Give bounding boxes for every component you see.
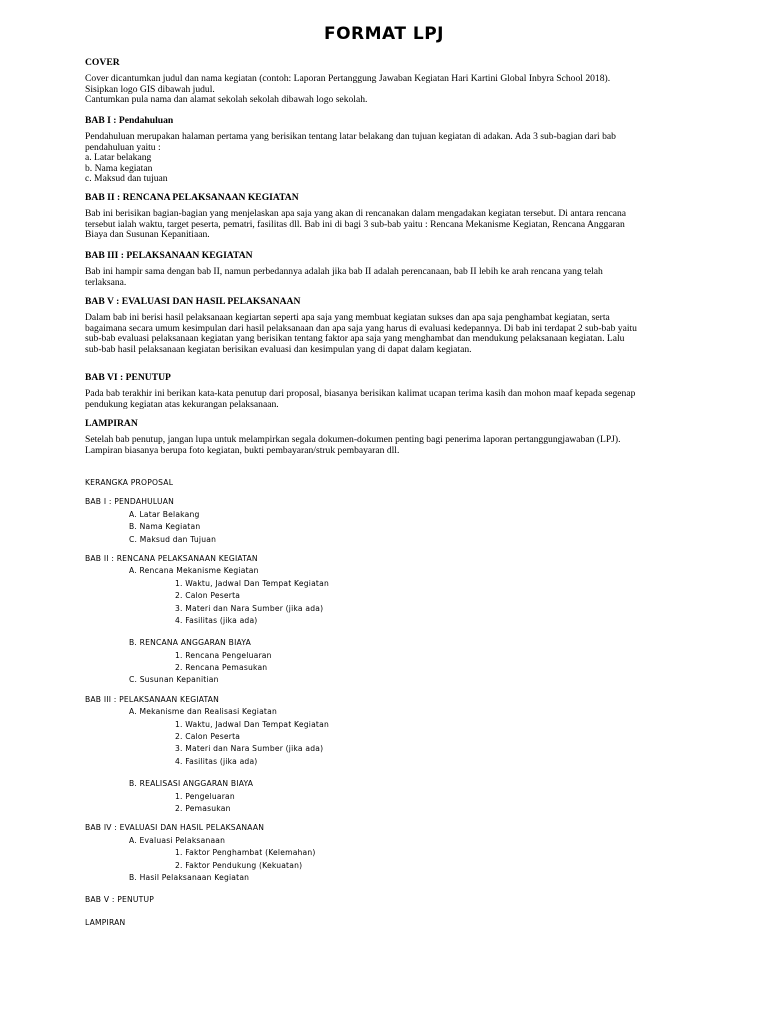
outline-item: C. Maksud dan Tujuan <box>129 534 217 544</box>
outline-item: 1. Waktu, Jadwal Dan Tempat Kegiatan <box>175 719 329 729</box>
kerangka-outline <box>85 477 685 929</box>
outline-item: 1. Waktu, Jadwal Dan Tempat Kegiatan <box>175 578 329 588</box>
outline-item: 2. Calon Peserta <box>175 591 241 601</box>
outline-item: 1. Pengeluaran <box>175 791 235 801</box>
outline-item: 4. Fasilitas (jika ada) <box>175 756 258 766</box>
kerangka-heading: KERANGKA PROPOSAL <box>85 478 174 487</box>
outline-item: 2. Faktor Pendukung (Kekuatan) <box>175 860 303 870</box>
section-heading: BAB II : RENCANA PELAKSANAAN KEGIATAN <box>85 192 299 203</box>
section-body: Cover dicantumkan judul dan nama kegiatan (contoh: Laporan Pertanggung Jawaban Kegiatan Hari Kartini Global Inbyra School 2018). Sisipkan logo GIS dibawah judul. Cantumkan pula nama dan alamat sekolah sekolah dibawah logo sekolah. <box>85 73 611 106</box>
section-bab5 <box>85 297 675 355</box>
outline-bab-heading: BAB II : RENCANA PELAKSANAAN KEGIATAN <box>85 553 258 563</box>
outline-bab-heading: LAMPIRAN <box>85 917 126 927</box>
page-title: FORMAT LPJ <box>323 24 445 44</box>
section-heading: BAB I : Pendahuluan <box>85 115 174 126</box>
section-heading: BAB VI : PENUTUP <box>85 372 171 383</box>
section-bab6 <box>85 373 675 410</box>
section-body: Bab ini hampir sama dengan bab II, namun perbedannya adalah jika bab II adalah perencanaan, bab II lebih ke arah rencana yang telah terlaksana. <box>85 266 603 288</box>
outline-bab-heading: BAB IV : EVALUASI DAN HASIL PELAKSANAAN <box>85 823 265 833</box>
outline-item: 3. Materi dan Nara Sumber (jika ada) <box>175 603 324 613</box>
section-body: Bab ini berisikan bagian-bagian yang menjelaskan apa saja yang akan di rencanakan dalam mengadakan kegiatan tersebut. Di antara rencana tersebut ialah waktu, target peserta, pematri, fasilitas dll. Bab ini di bagi 3 sub-bab yaitu : Rencana Mekanisme Kegiatan, Rencana Anggaran Biaya dan Susunan Kepanitiaan. <box>85 208 627 241</box>
section-heading: LAMPIRAN <box>85 418 138 429</box>
outline-item: 4. Fasilitas (jika ada) <box>175 615 258 625</box>
section-body: Dalam bab ini berisi hasil pelaksanaan kegiartan seperti apa saja yang membuat kegiatan sukses dan apa saja penghambat kegiatan, serta bagaimana secara umum kesimpulan dari hasil pelaksanaan dan apa saja yang harus di evaluasi kedepannya. Di bab ini terdapat 2 sub-bab yaitu sub-bab evaluasi pelaksanaan kegiatan yang berisikan tentang faktor apa saja yang menghambat dan mendukung pelaksanaan kegiatan. Lalu sub-bab hasil pelaksanaan kegiatan berisikan evaluasi dan kesimpulan yang di dapat dalam kegiatan. <box>85 312 637 355</box>
outline-item: A. Latar Belakang <box>129 509 200 519</box>
outline-item: 1. Rencana Pengeluaran <box>175 650 272 660</box>
section-bab3 <box>85 251 675 288</box>
section-bab1 <box>85 116 675 184</box>
section-heading: COVER <box>85 57 120 68</box>
outline-subheading: A. Mekanisme dan Realisasi Kegiatan <box>129 707 277 717</box>
outline-subheading: B. RENCANA ANGGARAN BIAYA <box>129 638 251 648</box>
section-heading: BAB V : EVALUASI DAN HASIL PELAKSANAAN <box>85 296 301 307</box>
section-bab2 <box>85 193 675 241</box>
section-body: Pada bab terakhir ini berikan kata-kata penutup dari proposal, biasanya berisikan kalimat ucapan terima kasih dan mohon maaf kepada segenap pendukung kegiatan atas kekurangan pelaksanaan. <box>85 388 636 410</box>
outline-item: 3. Materi dan Nara Sumber (jika ada) <box>175 744 324 754</box>
outline-item: B. Nama Kegiatan <box>129 522 201 532</box>
outline-item: 2. Rencana Pemasukan <box>175 663 268 673</box>
outline-subheading: A. Rencana Mekanisme Kegiatan <box>129 566 259 576</box>
outline-subheading: B. REALISASI ANGGARAN BIAYA <box>129 779 254 789</box>
section-cover <box>85 58 675 106</box>
outline-item: 2. Pemasukan <box>175 803 231 813</box>
outline-subheading: A. Evaluasi Pelaksanaan <box>129 835 226 845</box>
outline-bab-heading: BAB III : PELAKSANAAN KEGIATAN <box>85 694 220 704</box>
section-lampiran <box>85 419 675 456</box>
outline-bab-heading: BAB V : PENUTUP <box>85 895 155 905</box>
outline-item: 2. Calon Peserta <box>175 732 241 742</box>
section-body: Pendahuluan merupakan halaman pertama yang berisikan tentang latar belakang dan tujuan kegiatan di adakan. Ada 3 sub-bagian dari bab pendahuluan yaitu : a. Latar belakang b. Nama kegiatan c. Maksud dan tujuan <box>85 131 616 185</box>
outline-bab-heading: BAB I : PENDAHULUAN <box>85 497 174 507</box>
outline-item: 1. Faktor Penghambat (Kelemahan) <box>175 848 316 858</box>
outline-subheading: C. Susunan Kepanitian <box>129 675 219 685</box>
section-heading: BAB III : PELAKSANAAN KEGIATAN <box>85 250 253 261</box>
outline-subheading: B. Hasil Pelaksanaan Kegiatan <box>129 872 250 882</box>
section-body: Setelah bab penutup, jangan lupa untuk melampirkan segala dokumen-dokumen penting bagi penerima laporan pertanggungjawaban (LPJ). Lampiran biasanya berupa foto kegiatan, bukti pembayaran/struk pembayaran dll. <box>85 434 621 456</box>
